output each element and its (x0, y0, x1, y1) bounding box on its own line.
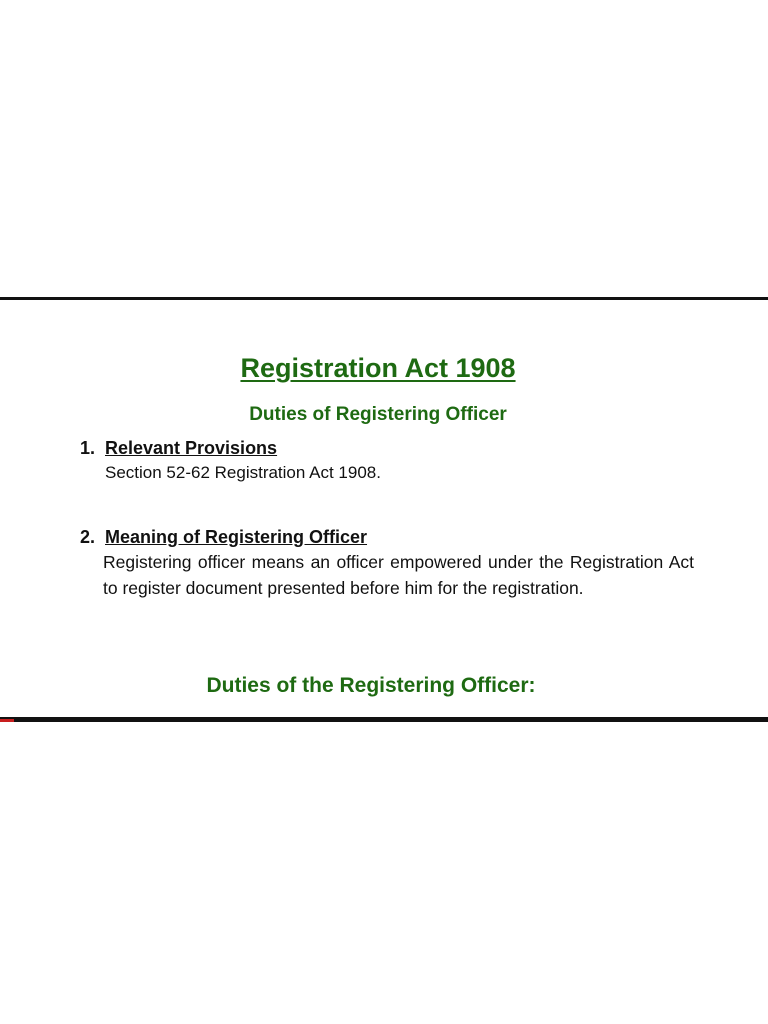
section-heading-text: Relevant Provisions (105, 438, 278, 458)
slide-bottom-border (0, 717, 768, 722)
section-number: 2. (80, 527, 96, 547)
duties-heading: Duties of the Registering Officer: (206, 674, 536, 697)
section-number: 1. (80, 438, 96, 458)
section-body: Registering officer means an officer empowered under the Registration Act to register document presented before him for the registration. (103, 552, 694, 598)
progress-indicator (0, 719, 14, 722)
document-title: Registration Act 1908 (240, 353, 516, 383)
section-relevant-provisions (80, 436, 694, 486)
section-meaning (80, 525, 694, 601)
section-heading-text: Meaning of Registering Officer (105, 527, 368, 547)
section-heading (80, 436, 694, 460)
slide (0, 300, 768, 717)
section-heading (80, 525, 694, 549)
document-subtitle: Duties of Registering Officer (249, 404, 507, 425)
section-body: Section 52-62 Registration Act 1908. (105, 463, 381, 482)
